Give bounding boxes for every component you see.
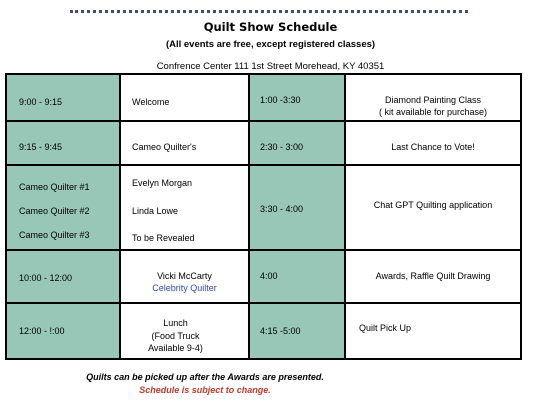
event-cell-note: ( kit available for purchase) [378, 107, 488, 117]
time-cell: Cameo Quilter #3 [19, 230, 90, 240]
schedule-table [5, 73, 522, 360]
row-divider [7, 120, 520, 122]
row-divider [7, 302, 520, 304]
event-cell: Last Chance to Vote! [391, 142, 475, 152]
event-cell: Available 9-4) [148, 343, 203, 353]
page-subtitle: (All events are free, except registered classes) [165, 39, 376, 50]
event-cell: Linda Lowe [132, 206, 179, 216]
event-cell: Welcome [132, 97, 170, 107]
event-cell: Lunch [163, 318, 188, 328]
time-cell: Cameo Quilter #1 [19, 182, 90, 192]
time-cell: 4:00 [260, 271, 278, 281]
celebrity-quilter-note: Celebrity Quilter [152, 283, 217, 293]
row-divider [7, 249, 520, 251]
time-cell: 9:00 - 9:15 [19, 97, 63, 107]
time-cell: 3:30 - 4:00 [260, 204, 304, 214]
event-cell: Evelyn Morgan [132, 178, 193, 188]
event-cell: To be Revealed [132, 233, 195, 243]
pickup-note: Quilts can be picked up after the Awards are presented. [86, 372, 324, 382]
time-cell: 12:00 - !:00 [19, 326, 65, 336]
schedule-disclaimer: Schedule is subject to change. [139, 385, 271, 395]
event-cell: Diamond Painting Class [384, 95, 482, 105]
event-cell: Awards, Raffle Quilt Drawing [375, 271, 491, 281]
event-cell: Quilt Pick Up [359, 323, 412, 333]
row-divider [7, 164, 520, 166]
event-cell: Chat GPT Quilting application [373, 200, 493, 210]
event-cell: Cameo Quilter's [132, 142, 197, 152]
event-cell: Vicki McCarty [157, 271, 212, 281]
time-cell: 2:30 - 3:00 [260, 142, 304, 152]
col-divider [248, 75, 250, 358]
time-cell: 1:00 -3:30 [260, 95, 301, 105]
col-divider [119, 75, 121, 358]
right-time-column [250, 75, 344, 358]
time-cell: 10:00 - 12:00 [19, 273, 73, 283]
page-title: Quilt Show Schedule [203, 20, 338, 34]
event-cell: (Food Truck [151, 331, 200, 341]
dotted-divider [70, 10, 468, 13]
venue-address: Confrence Center 111 1st Street Morehead, KY 40351 [156, 61, 385, 72]
left-time-column [7, 75, 119, 358]
time-cell: 9:15 - 9:45 [19, 142, 63, 152]
time-cell: Cameo Quilter #2 [19, 206, 90, 216]
col-divider [344, 75, 346, 358]
time-cell: 4:15 -5:00 [260, 326, 301, 336]
